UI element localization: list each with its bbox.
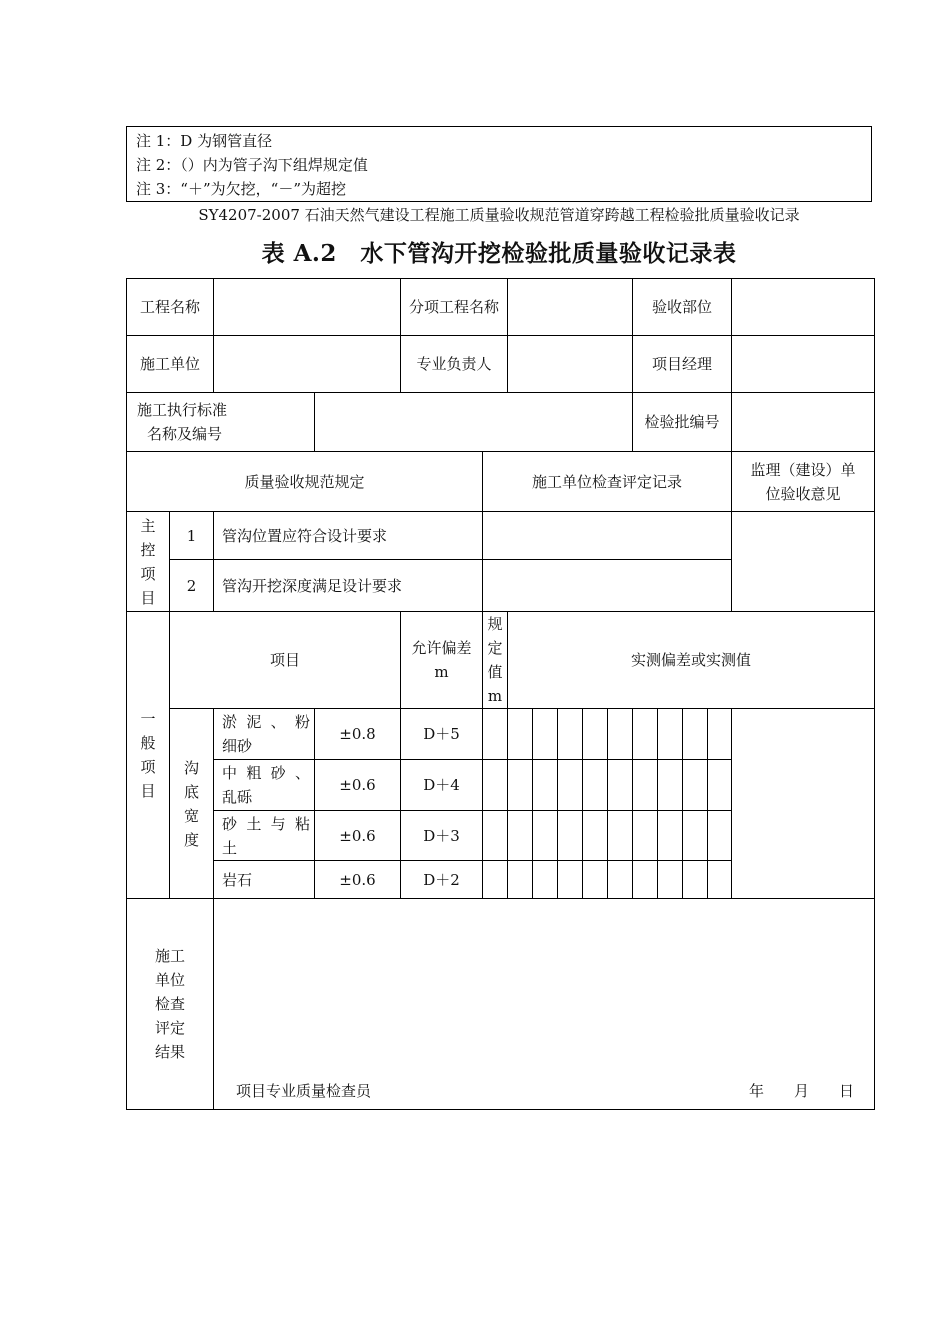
general-row-2 (127, 760, 875, 811)
page-title: 表 A.2 水下管沟开挖检验批质量验收记录表 (261, 240, 737, 267)
soil-type-1-line-1: 淤泥、粉 (222, 713, 311, 731)
measure-cell[interactable] (708, 709, 732, 760)
measure-cell[interactable] (708, 861, 732, 899)
measure-cell[interactable] (533, 861, 558, 899)
header-row-1 (127, 279, 875, 336)
trench-width-label (170, 709, 214, 899)
measure-cell[interactable] (508, 760, 533, 811)
soil-type-1 (214, 709, 315, 760)
tolerance-2: ±0.6 (315, 760, 401, 811)
general-char-4: 目 (140, 782, 156, 800)
measure-cell[interactable] (483, 861, 508, 899)
measure-cell[interactable] (583, 861, 608, 899)
measure-cell[interactable] (583, 760, 608, 811)
label-specialty-lead: 专业负责人 (401, 336, 508, 393)
note-3: 注 3：“＋”为欠挖，“－”为超挖 (136, 180, 346, 198)
spec-value-1: D＋5 (401, 709, 483, 760)
header-row-2 (127, 336, 875, 393)
measure-cell[interactable] (533, 709, 558, 760)
label-acceptance-part: 验收部位 (633, 279, 732, 336)
measure-cell[interactable] (583, 709, 608, 760)
label-sub-project-name: 分项工程名称 (401, 279, 508, 336)
soil-type-4-line-1: 岩石 (222, 870, 253, 889)
soil-type-4 (214, 861, 315, 899)
general-col-spec (483, 612, 508, 709)
measure-cell[interactable] (533, 760, 558, 811)
general-header-row (127, 612, 875, 709)
measure-cell[interactable] (533, 811, 558, 861)
general-col-measure: 实测偏差或实测值 (508, 612, 875, 709)
result-label-line-3: 检查 (155, 995, 186, 1013)
label-standard-line-2: 名称及编号 (147, 425, 223, 443)
date-label: 年 月 日 (749, 1082, 855, 1100)
general-col-tolerance-line-2: m (434, 663, 449, 681)
trench-width-char-4: 度 (184, 830, 200, 849)
result-label-line-1: 施工 (155, 947, 186, 965)
label-standard (127, 393, 315, 452)
measure-cell[interactable] (558, 709, 583, 760)
measure-cell[interactable] (658, 709, 683, 760)
soil-type-2 (214, 760, 315, 811)
acceptance-table (126, 278, 875, 1110)
measure-cell[interactable] (658, 760, 683, 811)
measure-cell[interactable] (633, 709, 658, 760)
measure-cell[interactable] (708, 811, 732, 861)
note-1: 注 1：D 为钢管直径 (136, 132, 273, 150)
field-batch-number[interactable] (732, 393, 875, 452)
field-project-manager[interactable] (732, 336, 875, 393)
spec-value-3: D＋3 (401, 811, 483, 861)
tolerance-3: ±0.6 (315, 811, 401, 861)
field-project-name[interactable] (214, 279, 401, 336)
general-row-4 (127, 861, 875, 899)
measure-cell[interactable] (608, 760, 633, 811)
label-construction-unit: 施工单位 (127, 336, 214, 393)
measure-cell[interactable] (483, 760, 508, 811)
measure-cell[interactable] (658, 811, 683, 861)
field-standard[interactable] (315, 393, 633, 452)
main-control-char-4: 目 (140, 588, 156, 607)
col-supervision-line-2: 位验收意见 (765, 484, 841, 503)
result-label-line-5: 结果 (155, 1043, 186, 1061)
measure-cell[interactable] (683, 709, 708, 760)
field-acceptance-part[interactable] (732, 279, 875, 336)
source-line: SY4207-2007 石油天然气建设工程施工质量验收规范管道穿跨越工程检验批质量验收记录 (198, 206, 800, 224)
field-construction-unit[interactable] (214, 336, 401, 393)
result-content[interactable] (214, 899, 875, 1110)
signature-line (236, 1079, 854, 1103)
main-control-label (127, 512, 170, 612)
measure-cell[interactable] (558, 861, 583, 899)
measure-cell[interactable] (708, 760, 732, 811)
measure-cell[interactable] (558, 760, 583, 811)
main-control-row-1 (127, 512, 875, 560)
main-control-text-2: 管沟开挖深度满足设计要求 (214, 560, 483, 612)
measure-cell[interactable] (608, 709, 633, 760)
main-control-no-1: 1 (170, 512, 214, 560)
soil-type-2-line-1: 中粗砂、 (222, 764, 311, 782)
field-specialty-lead[interactable] (508, 336, 633, 393)
soil-type-2-line-2: 乱砾 (222, 788, 253, 806)
result-row (127, 899, 875, 1110)
measure-cell[interactable] (508, 709, 533, 760)
general-col-tolerance-line-1: 允许偏差 (411, 639, 472, 657)
column-header-row (127, 452, 875, 512)
main-control-char-1: 主 (140, 516, 156, 535)
main-control-char-3: 项 (140, 564, 156, 583)
general-row-3 (127, 811, 875, 861)
general-col-tolerance (401, 612, 483, 709)
spec-value-2: D＋4 (401, 760, 483, 811)
measure-cell[interactable] (608, 811, 633, 861)
general-char-2: 般 (140, 734, 156, 752)
measure-cell[interactable] (608, 861, 633, 899)
measure-cell[interactable] (683, 760, 708, 811)
result-label (127, 899, 214, 1110)
measure-cell[interactable] (683, 811, 708, 861)
main-control-char-2: 控 (140, 540, 156, 559)
result-label-line-2: 单位 (155, 971, 186, 989)
main-control-record-2[interactable] (483, 560, 732, 612)
result-label-line-4: 评定 (155, 1019, 186, 1037)
measure-cell[interactable] (508, 811, 533, 861)
header-row-3 (127, 393, 875, 452)
measure-cell[interactable] (633, 811, 658, 861)
spec-value-4: D＋2 (401, 861, 483, 899)
measure-cell[interactable] (558, 811, 583, 861)
notes-box (126, 126, 872, 202)
inspector-label: 项目专业质量检查员 (236, 1082, 372, 1100)
measure-cell[interactable] (683, 861, 708, 899)
col-record-header: 施工单位检查评定记录 (483, 452, 732, 512)
measure-cell[interactable] (583, 811, 608, 861)
main-control-no-2: 2 (170, 560, 214, 612)
general-col-spec-line-1: 规定值 (487, 615, 503, 681)
measure-cell[interactable] (483, 709, 508, 760)
general-col-spec-line-2: m (487, 687, 503, 705)
note-2: 注 2：（）内为管子沟下组焊规定值 (136, 156, 368, 174)
general-char-1: 一 (140, 710, 156, 728)
trench-width-char-2: 底 (184, 782, 200, 801)
measure-cell[interactable] (483, 811, 508, 861)
label-standard-line-1: 施工执行标准 (137, 401, 228, 419)
general-char-3: 项 (140, 758, 156, 776)
label-batch-number: 检验批编号 (633, 393, 732, 452)
measure-cell[interactable] (633, 760, 658, 811)
trench-width-char-1: 沟 (184, 758, 200, 777)
tolerance-4: ±0.6 (315, 861, 401, 899)
soil-type-3-line-2: 土 (222, 838, 238, 857)
tolerance-1: ±0.8 (315, 709, 401, 760)
soil-type-1-line-2: 细砂 (222, 737, 253, 755)
main-control-supervision[interactable] (732, 512, 875, 612)
general-label (127, 612, 170, 899)
general-col-item: 项目 (170, 612, 401, 709)
measure-cell[interactable] (658, 861, 683, 899)
main-control-text-1: 管沟位置应符合设计要求 (214, 512, 483, 560)
field-sub-project-name[interactable] (508, 279, 633, 336)
soil-type-3-line-1: 砂土与粘 (222, 814, 311, 833)
main-control-record-1[interactable] (483, 512, 732, 560)
trench-width-char-3: 宽 (184, 806, 200, 825)
soil-type-3 (214, 811, 315, 861)
col-spec-header: 质量验收规范规定 (127, 452, 483, 512)
measure-cell[interactable] (508, 861, 533, 899)
general-row-1 (127, 709, 875, 760)
col-supervision-line-1: 监理（建设）单 (750, 460, 856, 479)
label-project-name: 工程名称 (127, 279, 214, 336)
measure-cell[interactable] (633, 861, 658, 899)
col-supervision-header (732, 452, 875, 512)
label-project-manager: 项目经理 (633, 336, 732, 393)
